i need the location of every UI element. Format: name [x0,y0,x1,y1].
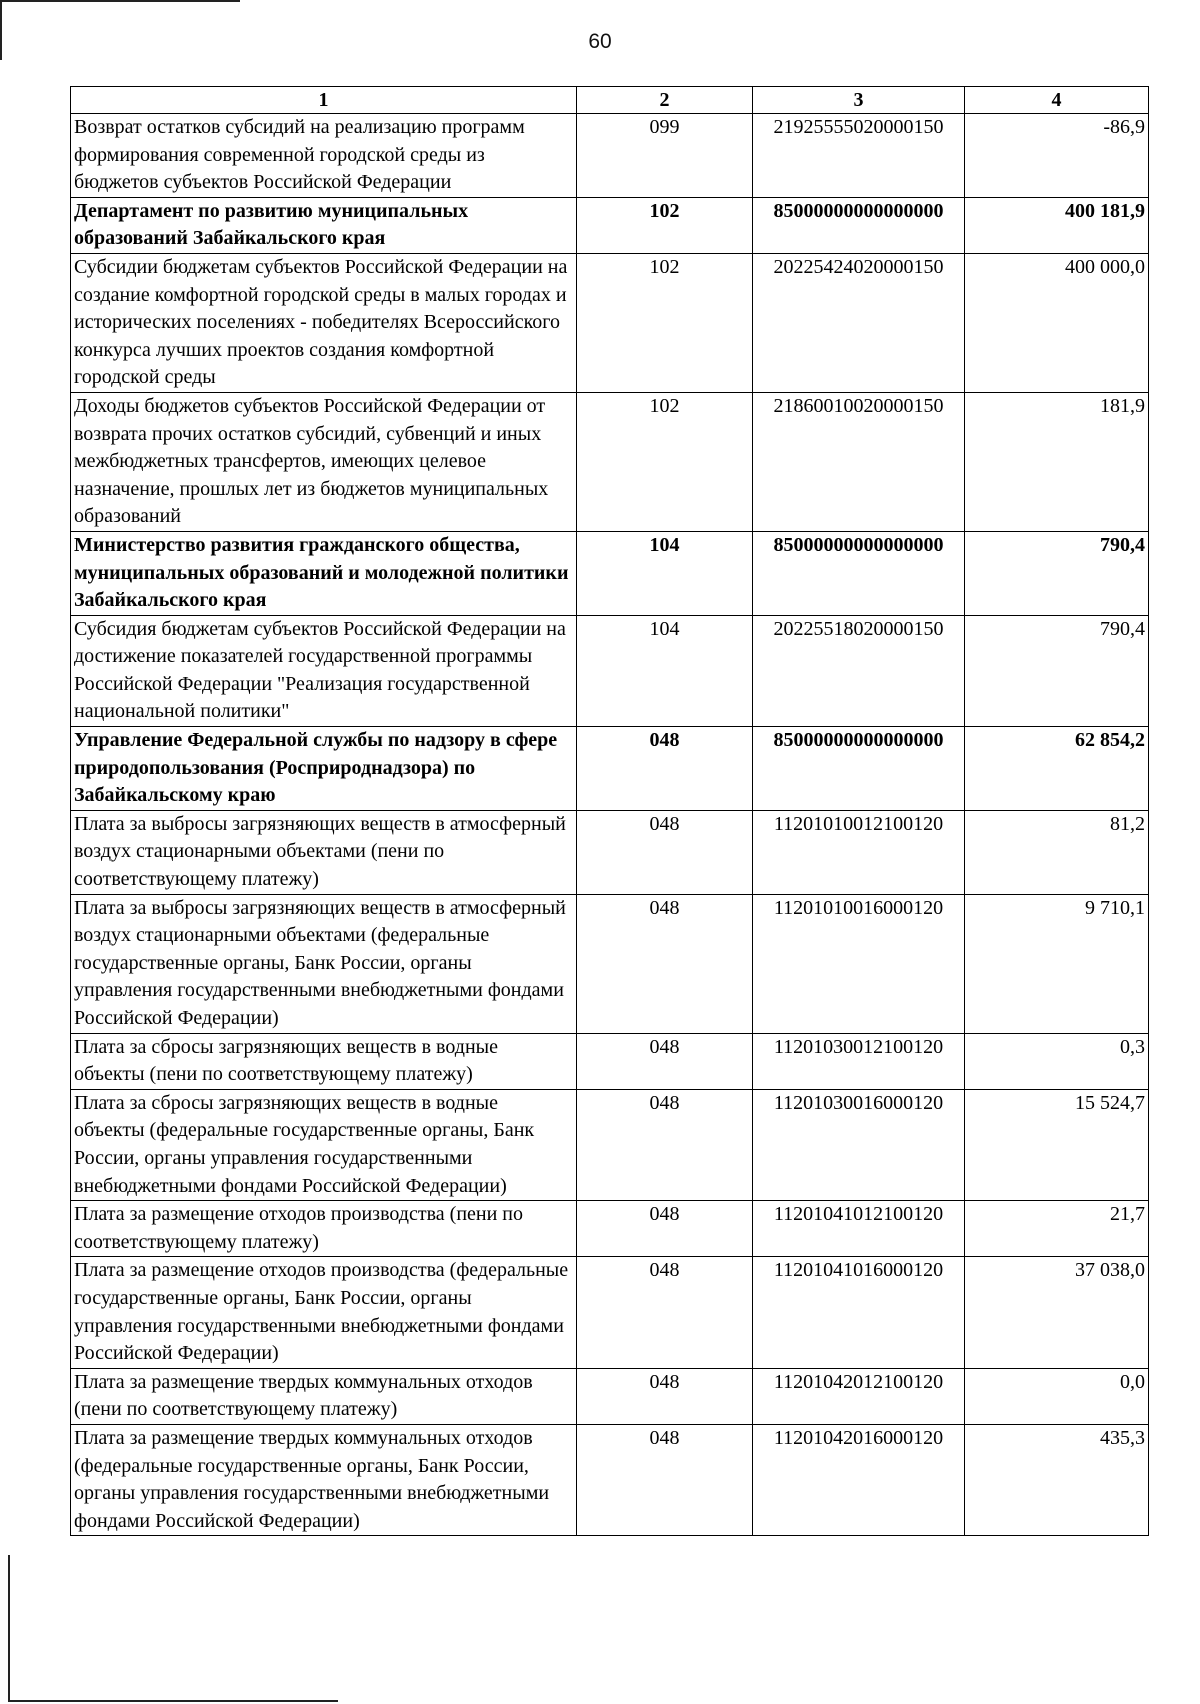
row-kbk-code-cell: 11201042016000120 [753,1424,965,1535]
row-amount-cell: 0,0 [965,1368,1149,1424]
row-admin-code-cell: 048 [577,1368,753,1424]
row-admin-code-cell: 048 [577,894,753,1033]
row-name-cell: Плата за выбросы загрязняющих веществ в атмосферный воздух стационарными объектами (федеральные государственные органы, Банк России, органы управления государственными внебюджетными фондами Российской Федерации) [71,894,577,1033]
column-header: 3 [753,87,965,114]
row-amount-cell: 790,4 [965,615,1149,726]
row-kbk-code-cell: 85000000000000000 [753,531,965,615]
row-kbk-code-cell: 21925555020000150 [753,114,965,198]
table-row [71,1201,1149,1257]
column-header: 1 [71,87,577,114]
row-name-cell: Министерство развития гражданского общества, муниципальных образований и молодежной политики Забайкальского края [71,531,577,615]
scan-edge-line [8,1700,338,1702]
row-admin-code-cell: 104 [577,615,753,726]
row-kbk-code-cell: 85000000000000000 [753,727,965,811]
scan-edge-line [0,0,240,2]
row-kbk-code-cell: 85000000000000000 [753,197,965,253]
row-kbk-code-cell: 11201030016000120 [753,1089,965,1200]
table-row [71,1089,1149,1200]
row-name-cell: Плата за выбросы загрязняющих веществ в атмосферный воздух стационарными объектами (пени по соответствующему платежу) [71,810,577,894]
row-name-cell: Субсидии бюджетам субъектов Российской Федерации на создание комфортной городской среды в малых городах и исторических поселениях - победителях Всероссийского конкурса лучших проектов создания комфортной городской среды [71,253,577,392]
row-admin-code-cell: 048 [577,727,753,811]
row-name-cell: Плата за размещение отходов производства (федеральные государственные органы, Банк России, органы управления государственными внебюджетными фондами Российской Федерации) [71,1257,577,1368]
table-row [71,1424,1149,1535]
row-kbk-code-cell: 11201010016000120 [753,894,965,1033]
row-admin-code-cell: 099 [577,114,753,198]
row-amount-cell: 435,3 [965,1424,1149,1535]
row-name-cell: Управление Федеральной службы по надзору в сфере природопользования (Росприроднадзора) по Забайкальскому краю [71,727,577,811]
row-amount-cell: -86,9 [965,114,1149,198]
row-name-cell: Плата за сбросы загрязняющих веществ в водные объекты (федеральные государственные органы, Банк России, органы управления государственными внебюджетными фондами Российской Федерации) [71,1089,577,1200]
row-admin-code-cell: 102 [577,392,753,531]
row-kbk-code-cell: 20225424020000150 [753,253,965,392]
row-kbk-code-cell: 11201030012100120 [753,1033,965,1089]
row-kbk-code-cell: 21860010020000150 [753,392,965,531]
row-admin-code-cell: 048 [577,1424,753,1535]
page-number: 60 [588,30,612,53]
row-admin-code-cell: 048 [577,1089,753,1200]
column-header: 2 [577,87,753,114]
row-admin-code-cell: 104 [577,531,753,615]
row-amount-cell: 37 038,0 [965,1257,1149,1368]
row-name-cell: Доходы бюджетов субъектов Российской Федерации от возврата прочих остатков субсидий, субвенций и иных межбюджетных трансфертов, имеющих целевое назначение, прошлых лет из бюджетов муниципальных образований [71,392,577,531]
table-row [71,615,1149,726]
row-admin-code-cell: 048 [577,1257,753,1368]
table-row [71,392,1149,531]
row-admin-code-cell: 102 [577,197,753,253]
table-header-row [71,87,1149,114]
row-admin-code-cell: 048 [577,1201,753,1257]
row-name-cell: Плата за размещение твердых коммунальных отходов (федеральные государственные органы, Банк России, органы управления государственными внебюджетными фондами Российской Федерации) [71,1424,577,1535]
row-kbk-code-cell: 11201041016000120 [753,1257,965,1368]
row-admin-code-cell: 048 [577,810,753,894]
row-admin-code-cell: 048 [577,1033,753,1089]
row-amount-cell: 790,4 [965,531,1149,615]
row-admin-code-cell: 102 [577,253,753,392]
row-name-cell: Департамент по развитию муниципальных образований Забайкальского края [71,197,577,253]
row-kbk-code-cell: 11201041012100120 [753,1201,965,1257]
column-header: 4 [965,87,1149,114]
row-name-cell: Субсидия бюджетам субъектов Российской Федерации на достижение показателей государственной программы Российской Федерации "Реализация государственной национальной политики" [71,615,577,726]
row-amount-cell: 400 000,0 [965,253,1149,392]
row-name-cell: Возврат остатков субсидий на реализацию программ формирования современной городской среды из бюджетов субъектов Российской Федерации [71,114,577,198]
row-amount-cell: 0,3 [965,1033,1149,1089]
row-kbk-code-cell: 11201010012100120 [753,810,965,894]
row-amount-cell: 400 181,9 [965,197,1149,253]
row-kbk-code-cell: 20225518020000150 [753,615,965,726]
table-row [71,114,1149,198]
row-kbk-code-cell: 11201042012100120 [753,1368,965,1424]
row-amount-cell: 15 524,7 [965,1089,1149,1200]
table-body [71,114,1149,1536]
row-amount-cell: 21,7 [965,1201,1149,1257]
row-name-cell: Плата за сбросы загрязняющих веществ в водные объекты (пени по соответствующему платежу) [71,1033,577,1089]
table-row [71,810,1149,894]
table-row [71,197,1149,253]
table-row [71,894,1149,1033]
table-row [71,727,1149,811]
table-row [71,1368,1149,1424]
table-row [71,253,1149,392]
row-amount-cell: 9 710,1 [965,894,1149,1033]
scan-edge-line [8,1555,10,1700]
table-row [71,531,1149,615]
row-amount-cell: 181,9 [965,392,1149,531]
table-row [71,1257,1149,1368]
row-amount-cell: 62 854,2 [965,727,1149,811]
revenue-table [70,86,1149,1536]
table-row [71,1033,1149,1089]
row-name-cell: Плата за размещение твердых коммунальных отходов (пени по соответствующему платежу) [71,1368,577,1424]
row-amount-cell: 81,2 [965,810,1149,894]
row-name-cell: Плата за размещение отходов производства (пени по соответствующему платежу) [71,1201,577,1257]
